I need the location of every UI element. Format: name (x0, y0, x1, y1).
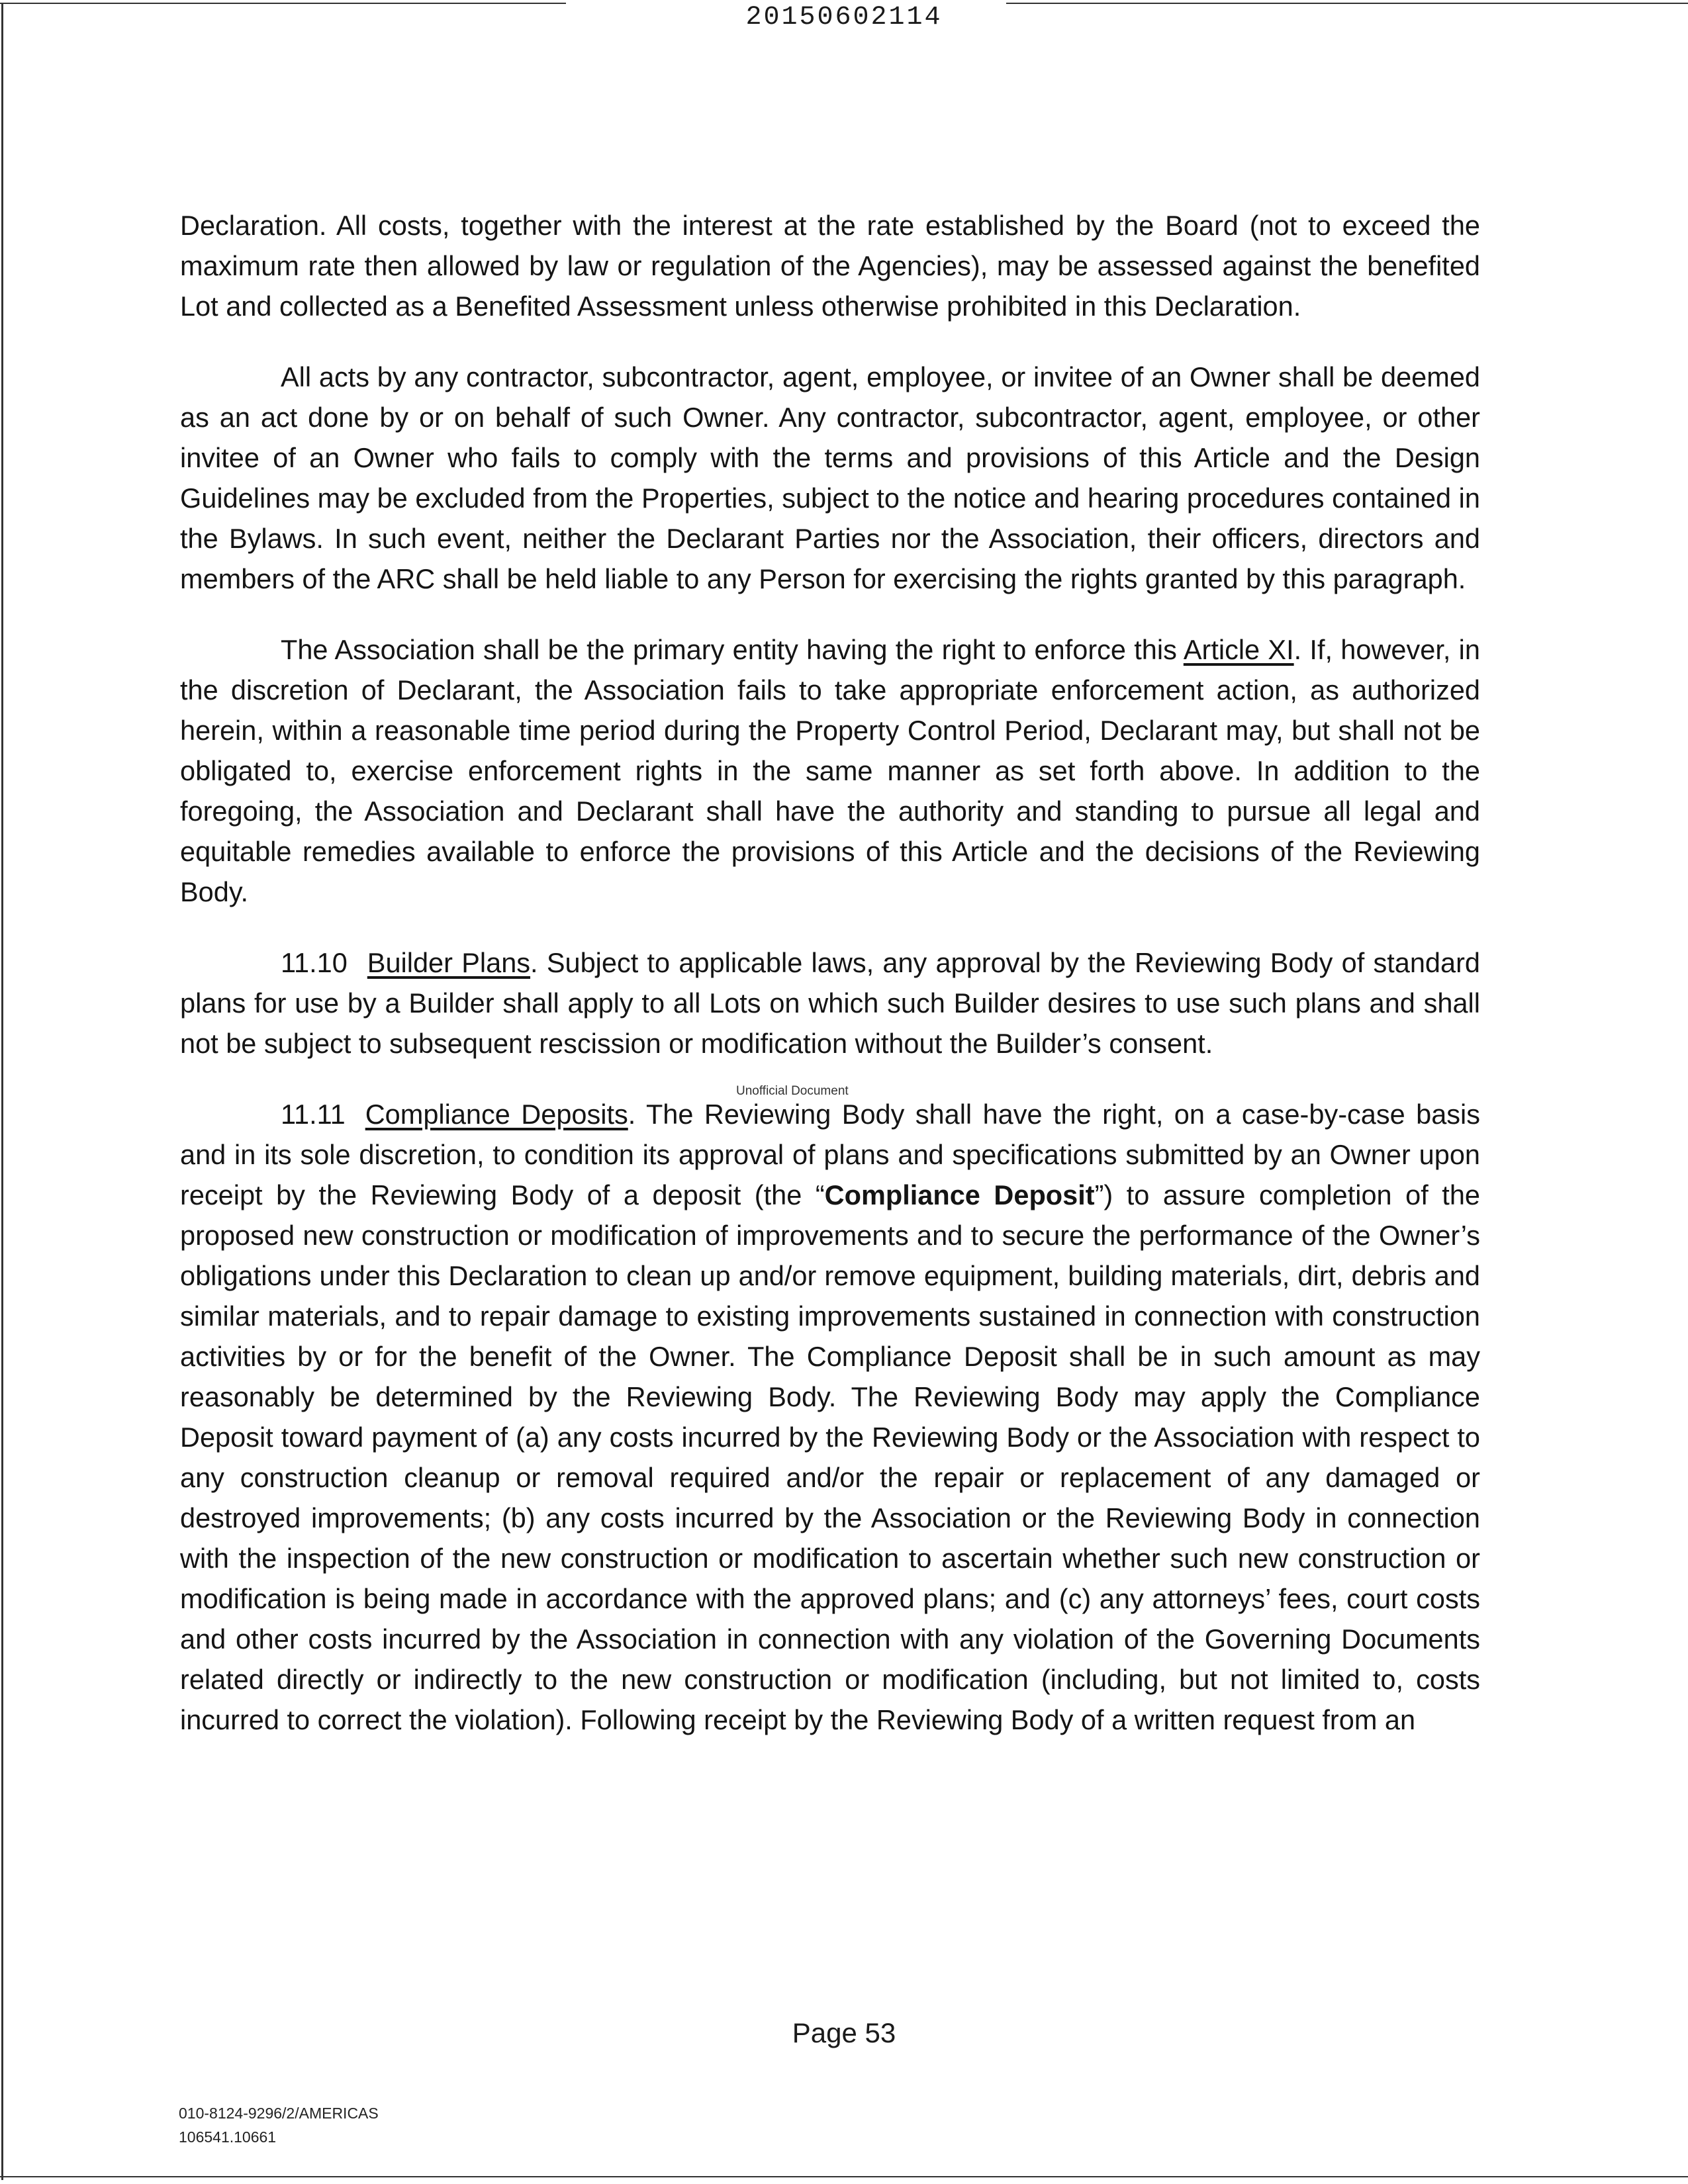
document-id-line: 010-8124-9296/2/AMERICAS (179, 2105, 379, 2122)
unofficial-document-watermark: Unofficial Document (736, 1084, 849, 1098)
article-reference: Article XI (1183, 634, 1294, 665)
paragraph-continuation (180, 205, 1480, 326)
section-heading: Builder Plans (367, 947, 531, 978)
section-11-10 (180, 942, 1480, 1064)
document-body (180, 205, 1480, 1770)
paragraph-contractor-acts (180, 357, 1480, 599)
recording-number: 20150602114 (745, 3, 943, 32)
document-id-footer (179, 2101, 379, 2149)
document-id-line: 106541.10661 (179, 2128, 277, 2146)
section-text: ”) to assure completion of the proposed new construction or modification of improvements and to secure the performance of the Owner’s obligations under this Declaration to clean up and/or remove equipment, building materials, dirt, debris and similar materials, and to repair damage to existing improvements sustained in connection with construction activities by or for the benefit of the Owner. The Compliance Deposit shall be in such amount as may reasonably be determined by the Reviewing Body. The Reviewing Body may apply the Compliance Deposit toward payment of (a) any costs incurred by the Reviewing Body or the Association with respect to any construction cleanup or removal required and/or the repair or replacement of any damaged or destroyed improvements; (b) any costs incurred by the Association or the Reviewing Body in connection with the inspection of the new construction or modification to ascertain whether such new construction or modification is being made in accordance with the approved plans; and (c) any attorneys’ fees, court costs and other costs incurred by the Association in connection with any violation of the Governing Documents related directly or indirectly to the new construction or modification (including, but not limited to, costs incurred to correct the violation). Following receipt by the Reviewing Body of a written request from an (180, 1179, 1480, 1735)
section-text: . Subject to applicable laws, any approval by the Reviewing Body of standard plans for use by a Builder shall apply to all Lots on which such Builder desires to use such plans and shall not be subject to subsequent rescission or modification without the Builder’s consent. (180, 947, 1480, 1059)
section-text: . The Reviewing Body shall have the right, on a case-by-case basis and in its sole discretion, to condition its approval of plans and specifications submitted by an Owner upon receipt by the Reviewing Body of a deposit (the “ (180, 1099, 1481, 1210)
page-number: Page 53 (792, 2017, 896, 2048)
paragraph-text: The Association shall be the primary entity having the right to enforce this (281, 634, 1184, 665)
section-number: 11.10 (281, 947, 348, 978)
paragraph-text: Declaration. All costs, together with the interest at the rate established by the Board (not to exceed the maximum rate then allowed by law or regulation of the Agencies), may be assessed against the benefited Lot and collected as a Benefited Assessment unless otherwise prohibited in this Declaration. (180, 210, 1480, 322)
section-heading: Compliance Deposits (365, 1099, 628, 1130)
scan-border-left (1, 3, 3, 2180)
section-number: 11.11 (281, 1099, 346, 1130)
scan-border-bottom (0, 2176, 1688, 2177)
defined-term: Compliance Deposit (824, 1179, 1095, 1210)
paragraph-text: . If, however, in the discretion of Declarant, the Association fails to take appropriate enforcement action, as authorized herein, within a reasonable time period during the Property Control Period, Declarant may, but shall not be obligated to, exercise enforcement rights in the same manner as set forth above. In addition to the foregoing, the Association and Declarant shall have the authority and standing to pursue all legal and equitable remedies available to enforce the provisions of this Article and the decisions of the Reviewing Body. (180, 634, 1480, 907)
paragraph-text: All acts by any contractor, subcontractor, agent, employee, or invitee of an Owner shall be deemed as an act done by or on behalf of such Owner. Any contractor, subcontractor, agent, employee, or other invitee of an Owner who fails to comply with the terms and provisions of this Article and the Design Guidelines may be excluded from the Properties, subject to the notice and hearing procedures contained in the Bylaws. In such event, neither the Declarant Parties nor the Association, their officers, directors and members of the ARC shall be held liable to any Person for exercising the rights granted by this paragraph. (180, 361, 1480, 594)
paragraph-enforcement (180, 629, 1480, 912)
section-11-11 (180, 1094, 1480, 1740)
